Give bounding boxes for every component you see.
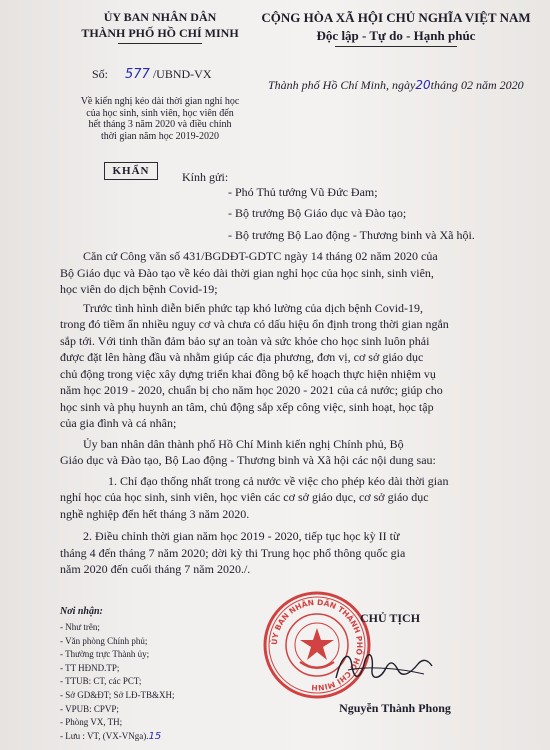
subject-block bbox=[60, 96, 260, 142]
body-line: sắp tới. Với tinh thần đảm bảo sự an toàn và sức khỏe cho học sinh luôn phải bbox=[60, 333, 430, 348]
distribution-item: - TT HĐND.TP; bbox=[60, 662, 120, 673]
agency-underline bbox=[118, 43, 202, 44]
doc-number-label: Số: bbox=[92, 67, 109, 81]
signer-title: CHỦ TỊCH bbox=[359, 611, 421, 625]
agency-line1: ỦY BAN NHÂN DÂN bbox=[103, 10, 217, 24]
paragraph-item-2 bbox=[60, 528, 500, 578]
date-day-handwritten: 20 bbox=[415, 78, 431, 92]
recipient-item: - Bộ trưởng Bộ Lao động - Thương binh và Xã hội. bbox=[228, 228, 475, 242]
body-line: nghề nghiệp đến hết tháng 3 năm 2020. bbox=[60, 506, 250, 521]
distribution-item: - Văn phòng Chính phủ; bbox=[60, 635, 148, 646]
distribution-heading: Nơi nhận: bbox=[60, 606, 103, 617]
distribution-list bbox=[60, 621, 175, 743]
body-line: năm học 2019 - 2020, chuẩn bị cho năm học 2020 - 2021 của cả nước; giúp cho bbox=[60, 383, 443, 397]
subject-line: hết tháng 3 năm 2020 và điều chỉnh bbox=[88, 119, 232, 130]
paragraph-item-1 bbox=[60, 473, 500, 523]
body-line: Giáo dục và Đào tạo, Bộ Lao động - Thương binh và Xã hội các nội dung sau: bbox=[60, 453, 436, 467]
paragraph-situation bbox=[60, 300, 500, 432]
national-motto: Độc lập - Tự do - Hạnh phúc bbox=[316, 28, 476, 43]
distribution-item: - Sở GD&ĐT; Sở LĐ-TB&XH; bbox=[60, 689, 175, 700]
body-line: của gia đình và cá nhân; bbox=[60, 416, 177, 430]
body-line: học sinh và phụ huynh an tâm, chủ động sắp xếp công việc, sinh hoạt, học tập bbox=[60, 399, 434, 414]
body-line: được đặt lên hàng đầu và nhằm giúp các địa phương, đơn vị, cơ sở giáo dục bbox=[60, 350, 424, 364]
handwritten-signature-icon bbox=[328, 640, 438, 688]
subject-line: thời gian năm học 2019-2020 bbox=[100, 130, 220, 142]
seal-text: ỦY BAN NHÂN DÂN THÀNH PHỐ HỒ CHÍ MINH bbox=[269, 597, 365, 693]
agency-line2: THÀNH PHỐ HỒ CHÍ MINH bbox=[81, 26, 239, 40]
subject-line: Về kiến nghị kéo dài thời gian nghỉ học bbox=[80, 96, 240, 107]
place-date-prefix: Thành phố Hồ Chí Minh, ngày bbox=[268, 78, 416, 92]
letter-body bbox=[60, 248, 500, 578]
copies-handwritten: 15 bbox=[148, 730, 162, 742]
body-line: năm 2020 đến cuối tháng 7 năm 2020./. bbox=[60, 562, 251, 576]
distribution-item: - Như trên; bbox=[60, 622, 100, 632]
body-line: Bộ Giáo dục và Đào tạo về kéo dài thời gian nghỉ học của học sinh, sinh viên, bbox=[60, 265, 434, 280]
distribution-item: - Thường trực Thành ủy; bbox=[60, 649, 150, 660]
body-line: Trước tình hình diễn biến phức tạp khó lường của dịch bệnh Covid-19, bbox=[83, 300, 424, 315]
body-line: chủ động trong việc xây dựng triển khai đồng bộ kế hoạch thực hiện nhiệm vụ bbox=[60, 366, 436, 381]
body-line: trong đó tiềm ẩn nhiều nguy cơ và chưa có dấu hiệu ổn định trong thời gian ngắn bbox=[60, 317, 449, 331]
recipient-item: - Bộ trưởng Bộ Giáo dục và Đào tạo; bbox=[228, 206, 407, 220]
distribution-item-text: - Lưu : VT, (VX-VNga). bbox=[60, 730, 149, 741]
recipients-heading: Kính gửi: bbox=[182, 170, 229, 184]
place-date-suffix: tháng 02 năm 2020 bbox=[430, 78, 524, 92]
signer-name: Nguyễn Thành Phong bbox=[339, 701, 451, 715]
motto-underline bbox=[335, 46, 457, 47]
paragraph-proposal bbox=[60, 436, 500, 469]
subject-line: của học sinh, sinh viên, học viên đến bbox=[86, 107, 234, 119]
body-line: tháng 4 đến tháng 7 năm 2020; dời kỳ thi Trung học phổ thông quốc gia bbox=[60, 545, 406, 560]
national-title: CỘNG HÒA XÃ HỘI CHỦ NGHĨA VIỆT NAM bbox=[261, 10, 531, 25]
body-line: 2. Điều chỉnh thời gian năm học 2019 - 2020, tiếp tục học kỳ II từ bbox=[83, 529, 400, 543]
body-line: Căn cứ Công văn số 431/BGDĐT-GDTC ngày 14 tháng 02 năm 2020 của bbox=[83, 249, 438, 263]
place-date bbox=[268, 78, 524, 93]
body-line: 1. Chỉ đạo thống nhất trong cả nước về việc cho phép kéo dài thời gian bbox=[108, 473, 449, 488]
recipients-list bbox=[228, 185, 528, 255]
distribution-item bbox=[60, 730, 175, 744]
body-line: nghỉ học của học sinh, sinh viên, học viên các cơ sở giáo dục, cơ sở giáo dục bbox=[60, 490, 429, 504]
doc-number bbox=[92, 67, 212, 82]
paragraph-legal-basis bbox=[60, 248, 500, 298]
distribution-item: - VPUB: CPVP; bbox=[60, 703, 119, 714]
urgent-stamp: KHẨN bbox=[104, 162, 158, 180]
doc-number-suffix: /UBND-VX bbox=[152, 67, 212, 81]
body-line: Ủy ban nhân dân thành phố Hồ Chí Minh kiến nghị Chính phủ, Bộ bbox=[83, 436, 404, 451]
distribution-item: - Phòng VX, TH; bbox=[60, 717, 123, 728]
distribution-item: - TTUB: CT, các PCT; bbox=[60, 676, 142, 687]
recipient-item: - Phó Thủ tướng Vũ Đức Đam; bbox=[228, 185, 378, 199]
doc-number-handwritten: 577 bbox=[125, 67, 150, 82]
body-line: học viên do dịch bệnh Covid-19; bbox=[60, 282, 218, 296]
